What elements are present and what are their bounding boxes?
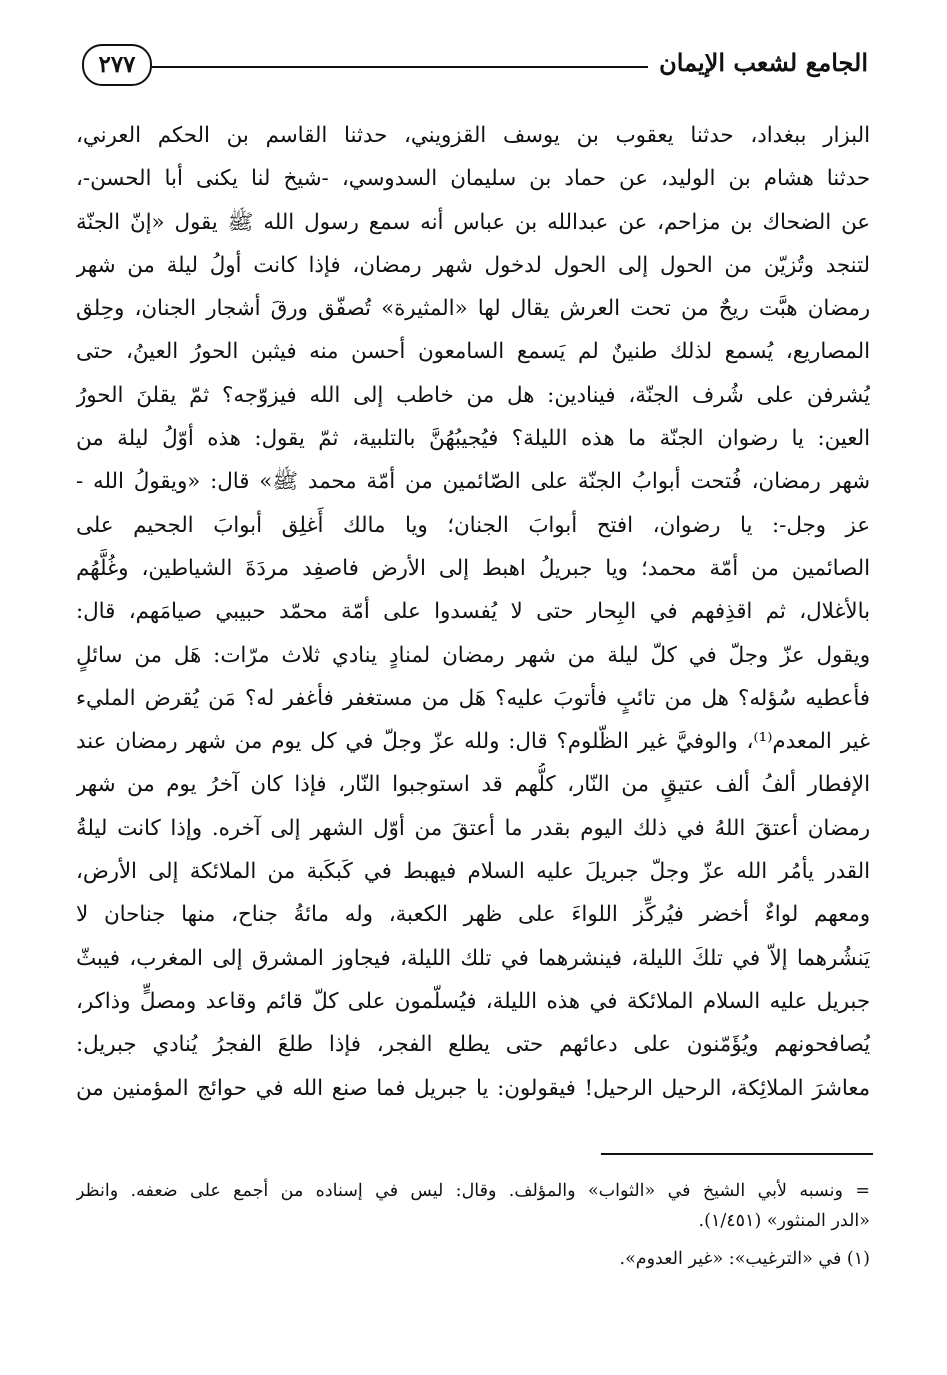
footnote-1: (١) في «الترغيب»: «غير العدوم». — [619, 1249, 870, 1269]
body-text — [76, 114, 870, 1110]
footnote-gap — [76, 1236, 870, 1244]
footnote-continuation: = ونسبه لأبي الشيخ في «الثواب» والمؤلف. وقال: ليس في إسناده من أجمع على ضعفه. وانظر — [76, 1181, 870, 1201]
running-header — [82, 42, 868, 96]
text-line: غير المعدم⁽¹⁾، والوفيَّ غير الظّلوم؟ قال: ولله عزّ وجلّ في كل يوم من شهر رمضان عند — [76, 729, 870, 755]
text-line: يُصافحونهم ويُؤَمّنون على دعائهم حتى يطلع الفجر، فإذا طلعَ الفجرُ يُنادي جبريل: — [76, 1032, 870, 1058]
header-rule — [152, 66, 648, 68]
footnote-separator — [601, 1153, 873, 1155]
text-line: معاشرَ الملائِكة، الرحيل الرحيل! فيقولون: يا جبريل فما صنع الله في حوائج المؤمنين من — [76, 1075, 870, 1101]
text-line: يُشرفن على شُرف الجنّة، فينادين: هل من خاطب إلى الله فيزوّجه؟ ثمّ يقلنَ الحورُ — [76, 382, 870, 408]
text-line: الإفطار ألفُ ألف عتيقٍ من النّار، كلُّهم قد استوجبوا النّار، فإذا كان آخرُ يوم من شهر — [76, 772, 870, 798]
footnotes — [76, 1176, 870, 1274]
text-line: رمضان أعتقَ اللهُ في ذلك اليوم بقدر ما أعتقَ من أوّل الشهر إلى آخره. وإذا كانت ليلةُ — [76, 815, 870, 841]
text-line: شهر رمضان، فُتحت أبوابُ الجنّة على الصّائمين من أمّة محمد ﷺ» قال: «ويقولُ الله - — [76, 469, 870, 495]
text-line: عن الضحاك بن مزاحم، عن عبدالله بن عباس أنه سمع رسول الله ﷺ يقول «إنّ الجنّة — [76, 209, 870, 235]
text-line: رمضان هبَّت ريحٌ من تحت العرش يقال لها «المثيرة» تُصفّق ورقَ أشجار الجنان، وحِلق — [76, 296, 870, 322]
text-line: لتنجد وتُزيّن من الحول إلى الحول لدخول شهر رمضان، فإذا كانت أولُ ليلة من شهر — [76, 252, 870, 278]
text-line: عز وجل-: يا رضوان، افتح أبوابَ الجنان؛ ويا مالك أَغلِق أبوابَ الجحيم على — [76, 512, 870, 538]
text-line: بالأغلال، ثم اقذِفهم في البِحار حتى لا يُفسدوا على أمّة محمّد حبيبي صيامَهم، قال: — [76, 599, 870, 625]
book-title: الجامع لشعب الإيمان — [659, 48, 868, 77]
text-line: حدثنا هشام بن الوليد، عن حماد بن سليمان السدوسي، -شيخ لنا يكنى أبا الحسن-، — [76, 166, 870, 192]
text-line: القدر يأمُر الله عزّ وجلّ جبريلَ عليه السلام فيهبط في كَبكَبة من الملائكة إلى الأرض، — [76, 859, 870, 885]
footnote-continuation-end: «الدر المنثور» (١/٤٥١). — [698, 1211, 870, 1231]
text-line: العين: يا رضوان الجنّة ما هذه الليلة؟ فيُجيبُهُنَّ بالتلبية، ثمّ يقول: هذه أوّلُ ليلة من — [76, 426, 870, 452]
text-line: ومعهم لواءٌ أخضر فيُركِّز اللواءَ على ظهر الكعبة، وله مائةُ جناح، منها جناحان لا — [76, 902, 870, 928]
text-line: فأعطيه سُؤله؟ هل من تائبٍ فأتوبَ عليه؟ هَل من مستغفر فأغفر له؟ مَن يُقرض المليء — [76, 685, 870, 711]
text-line: جبريل عليه السلام الملائكة في هذه الليلة، فيُسلّمون على كلّ قائم وقاعد ومصلٍّ وذاكر، — [76, 988, 870, 1014]
page-number: ٢٧٧ — [82, 44, 152, 86]
text-line: البزار ببغداد، حدثنا يعقوب بن يوسف القزويني، حدثنا القاسم بن الحكم العرني، — [76, 123, 870, 148]
text-line: ويقول عزّ وجلّ في كلّ ليلة من شهر رمضان لمنادٍ ينادي ثلاث مرّات: هَل من سائلٍ — [76, 642, 870, 668]
text-line: المصاريع، يُسمع لذلك طنينٌ لم يَسمع السامعون أحسن منه فيثبن الحورُ العينُ، حتى — [76, 339, 870, 365]
text-line: يَنشُرهما إلاّ في تلكَ الليلة، فينشرهما في تلك الليلة، فيجاوز المشرق إلى المغرب، فيبثّ — [76, 945, 870, 971]
text-line: الصائمين من أمّة محمد؛ ويا جبريلُ اهبط إلى الأرض فاصفِد مردَةَ الشياطين، وغُلَّهُم — [76, 555, 870, 581]
